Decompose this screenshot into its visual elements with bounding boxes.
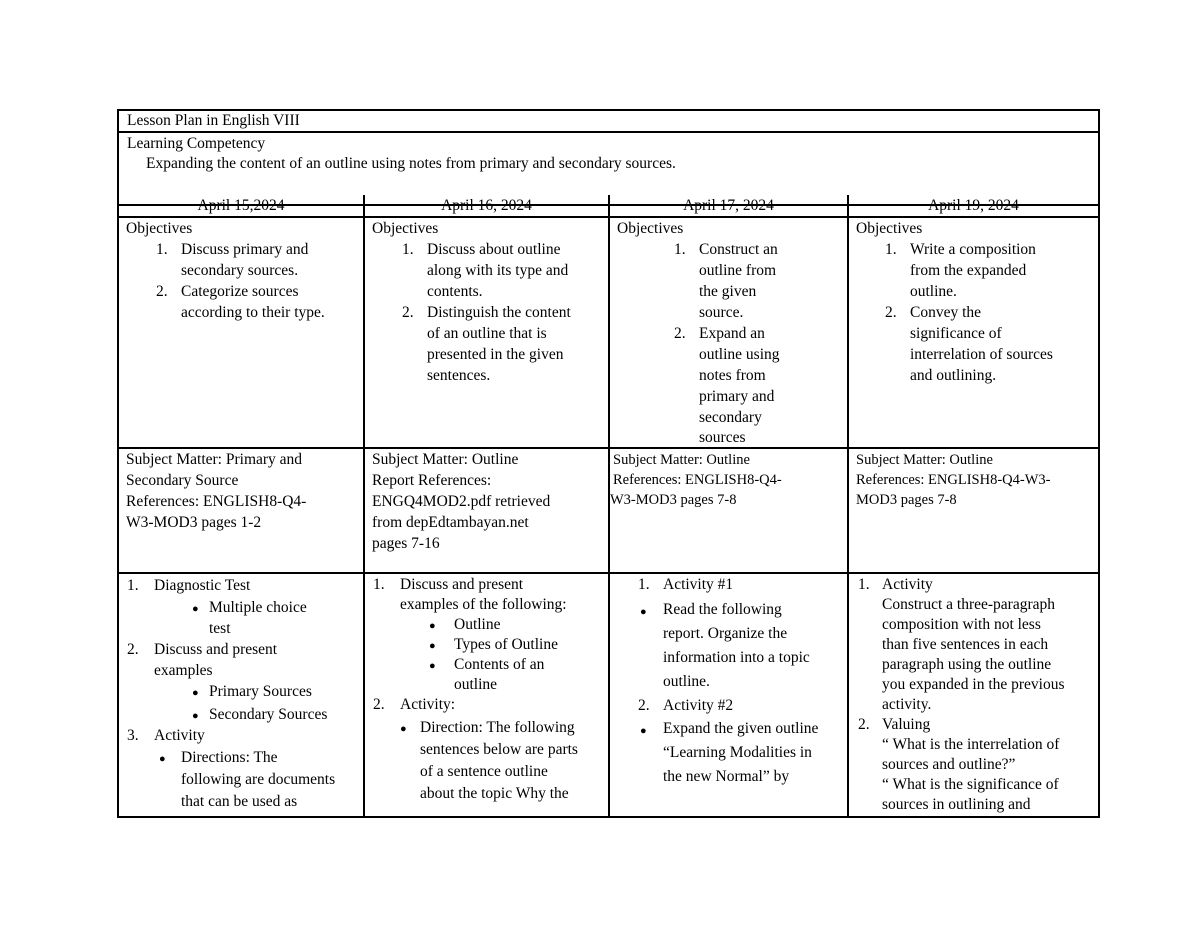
activity-line: Discuss and present xyxy=(154,641,278,658)
objective-line: Construct an xyxy=(699,241,778,258)
subject-line: Subject Matter: Primary and xyxy=(126,451,303,468)
activity-line: activity. xyxy=(882,696,932,713)
subject-matter-row xyxy=(119,449,1098,574)
objective-line: and outlining. xyxy=(910,367,997,384)
activity-line: sources and outline?” xyxy=(882,756,1016,773)
objective-line: primary and xyxy=(699,388,775,405)
subject-line: References: ENGLISH8-Q4- xyxy=(613,472,782,488)
list-number: 2. xyxy=(858,716,870,733)
activity-line: Read the following xyxy=(663,601,782,618)
objectives-label: Objectives xyxy=(617,220,684,237)
activity-line: Direction: The following xyxy=(420,719,575,736)
activity-line: Activity: xyxy=(400,696,456,713)
bullet-icon: ● xyxy=(192,603,199,615)
title-row xyxy=(119,111,1098,133)
activity-line: “Learning Modalities in xyxy=(663,744,812,761)
activity-line: following are documents xyxy=(181,771,336,788)
activity-line: Types of Outline xyxy=(454,636,558,653)
activity-line: paragraph using the outline xyxy=(882,656,1052,673)
objective-line: significance of xyxy=(910,325,1002,342)
subject-line: Secondary Source xyxy=(126,472,239,489)
objective-line: contents. xyxy=(427,283,483,300)
date-header-row xyxy=(119,195,1098,218)
bullet-icon: ● xyxy=(429,640,436,652)
activity-line: sentences below are parts xyxy=(420,741,578,758)
bullet-icon: ● xyxy=(159,753,166,765)
activity-line: than five sentences in each xyxy=(882,636,1049,653)
activity-line: examples xyxy=(154,662,213,679)
activity-line: Activity xyxy=(154,727,205,744)
date-1: April 15,2024 xyxy=(197,197,285,214)
date-2: April 16, 2024 xyxy=(441,197,532,214)
activity-line: outline. xyxy=(663,673,710,690)
subject-cell-1 xyxy=(119,449,365,572)
activities-cell-2 xyxy=(365,574,610,816)
bullet-icon: ● xyxy=(192,687,199,699)
date-cell-3 xyxy=(610,195,849,216)
objective-line: interrelation of sources xyxy=(910,346,1053,363)
list-number: 2. xyxy=(402,304,414,321)
list-number: 3. xyxy=(127,727,139,744)
activity-line: of a sentence outline xyxy=(420,763,548,780)
objectives-label: Objectives xyxy=(856,220,923,237)
subject-line: W3-MOD3 pages 1-2 xyxy=(126,514,262,531)
subject-line: W3-MOD3 pages 7-8 xyxy=(610,492,737,508)
list-number: 2. xyxy=(127,641,139,658)
activity-line: “ What is the interrelation of xyxy=(882,736,1060,753)
list-number: 1. xyxy=(402,241,414,258)
objectives-label: Objectives xyxy=(372,220,439,237)
bullet-icon: ● xyxy=(192,710,199,722)
objectives-cell-4 xyxy=(849,218,1098,447)
activity-line: Discuss and present xyxy=(400,576,524,593)
activities-row xyxy=(119,574,1098,816)
bullet-icon: ● xyxy=(400,723,407,735)
subject-line: pages 7-16 xyxy=(372,535,440,552)
date-cell-2 xyxy=(365,195,610,216)
bullet-icon: ● xyxy=(640,606,647,618)
activity-line: Primary Sources xyxy=(209,683,312,700)
subject-line: Subject Matter: Outline xyxy=(613,452,750,468)
activity-line: about the topic Why the xyxy=(420,785,569,802)
objective-line: sentences. xyxy=(427,367,491,384)
activity-line: outline xyxy=(454,676,498,693)
activity-line: Multiple choice xyxy=(209,599,307,616)
objective-line: along with its type and xyxy=(427,262,569,279)
objective-line: Convey the xyxy=(910,304,982,321)
date-cell-1 xyxy=(119,195,365,216)
objective-line: presented in the given xyxy=(427,346,564,363)
subject-line: ENGQ4MOD2.pdf retrieved xyxy=(372,493,551,510)
activity-line: Expand the given outline xyxy=(663,720,819,737)
subject-line: References: ENGLISH8-Q4- xyxy=(126,493,307,510)
page-title: Lesson Plan in English VIII xyxy=(127,112,300,129)
subject-line: MOD3 pages 7-8 xyxy=(856,492,957,508)
list-number: 1. xyxy=(638,576,650,593)
objective-line: Categorize sources xyxy=(181,283,299,300)
objective-line: Distinguish the content xyxy=(427,304,571,321)
objective-line: Write a composition xyxy=(910,241,1036,258)
lesson-plan-table xyxy=(117,109,1100,818)
subject-cell-3 xyxy=(610,449,849,572)
competency-text: Expanding the content of an outline using notes from primary and secondary sources. xyxy=(146,155,676,172)
date-3: April 17, 2024 xyxy=(683,197,774,214)
activity-line: Activity #1 xyxy=(663,576,734,593)
list-number: 2. xyxy=(638,697,650,714)
activity-line: Contents of an xyxy=(454,656,545,673)
objectives-label: Objectives xyxy=(126,220,193,237)
competency-label: Learning Competency xyxy=(127,135,266,152)
activity-line: you expanded in the previous xyxy=(882,676,1065,693)
list-number: 2. xyxy=(674,325,686,342)
activity-line: “ What is the significance of xyxy=(882,776,1059,793)
objective-line: source. xyxy=(699,304,744,321)
subject-line: Report References: xyxy=(372,472,492,489)
activity-line: report. Organize the xyxy=(663,625,788,642)
activity-line: Activity xyxy=(882,576,933,593)
subject-cell-2 xyxy=(365,449,610,572)
objective-line: Discuss about outline xyxy=(427,241,561,258)
objective-line: Expand an xyxy=(699,325,765,342)
bullet-icon: ● xyxy=(640,725,647,737)
list-number: 1. xyxy=(858,576,870,593)
activity-line: sources in outlining and xyxy=(882,796,1031,813)
list-number: 2. xyxy=(156,283,168,300)
activity-line: Secondary Sources xyxy=(209,706,328,723)
objective-line: Discuss primary and xyxy=(181,241,309,258)
activities-cell-1 xyxy=(119,574,365,816)
list-number: 1. xyxy=(127,577,139,594)
bullet-icon: ● xyxy=(429,660,436,672)
objective-line: the given xyxy=(699,283,757,300)
list-number: 1. xyxy=(373,576,385,593)
list-number: 2. xyxy=(373,696,385,713)
objective-line: according to their type. xyxy=(181,304,325,321)
subject-line: Subject Matter: Outline xyxy=(856,452,993,468)
activity-line: Outline xyxy=(454,616,501,633)
subject-line: Subject Matter: Outline xyxy=(372,451,519,468)
activities-cell-4 xyxy=(849,574,1098,816)
objective-line: sources xyxy=(699,429,746,446)
activity-line: Directions: The xyxy=(181,749,278,766)
activity-line: Valuing xyxy=(882,716,931,733)
activity-line: test xyxy=(209,620,231,637)
objectives-row xyxy=(119,218,1098,449)
objectives-cell-2 xyxy=(365,218,610,447)
objectives-cell-3 xyxy=(610,218,849,447)
bullet-icon: ● xyxy=(429,620,436,632)
subject-line: References: ENGLISH8-Q4-W3- xyxy=(856,472,1051,488)
activities-cell-3 xyxy=(610,574,849,816)
objective-line: outline. xyxy=(910,283,957,300)
objective-line: secondary sources. xyxy=(181,262,299,279)
list-number: 1. xyxy=(885,241,897,258)
activity-line: examples of the following: xyxy=(400,596,567,613)
activity-line: Activity #2 xyxy=(663,697,734,714)
objective-line: outline from xyxy=(699,262,777,279)
activity-line: that can be used as xyxy=(181,793,298,810)
objective-line: outline using xyxy=(699,346,780,363)
subject-cell-4 xyxy=(849,449,1098,572)
objective-line: of an outline that is xyxy=(427,325,547,342)
list-number: 2. xyxy=(885,304,897,321)
objective-line: from the expanded xyxy=(910,262,1027,279)
objective-line: secondary xyxy=(699,409,762,426)
activity-line: the new Normal” by xyxy=(663,768,790,785)
list-number: 1. xyxy=(156,241,168,258)
activity-line: Construct a three-paragraph xyxy=(882,596,1056,613)
objective-line: notes from xyxy=(699,367,766,384)
activity-line: information into a topic xyxy=(663,649,810,666)
list-number: 1. xyxy=(674,241,686,258)
activity-line: composition with not less xyxy=(882,616,1041,633)
activity-line: Diagnostic Test xyxy=(154,577,251,594)
subject-line: from depEdtambayan.net xyxy=(372,514,529,531)
date-cell-4 xyxy=(849,195,1098,216)
objectives-cell-1 xyxy=(119,218,365,447)
date-4: April 19, 2024 xyxy=(928,197,1019,214)
